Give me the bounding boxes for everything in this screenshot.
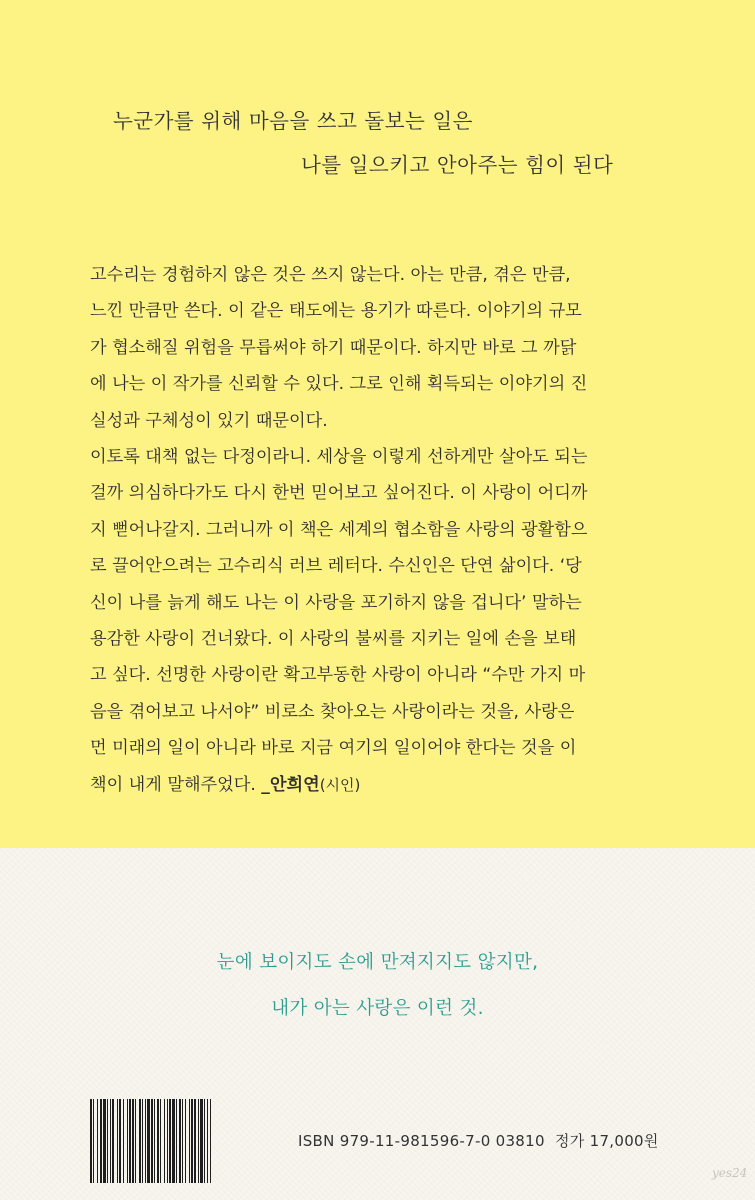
- price: 정가 17,000원: [554, 1132, 659, 1150]
- review-line: 먼 미래의 일이 아니라 바로 지금 여기의 일이어야 한다는 것을 이: [90, 738, 577, 759]
- review-line: 신이 나를 늙게 해도 나는 이 사랑을 포기하지 않을 겁니다’ 말하는: [90, 592, 582, 613]
- review-line: 음을 겪어보고 나서야” 비로소 찾아오는 사랑이라는 것을, 사랑은: [90, 701, 575, 722]
- tagline-line-1: 눈에 보이지도 손에 만져지지도 않지만,: [216, 952, 539, 973]
- signature-role: (시인): [319, 775, 361, 794]
- review-last-line: [90, 767, 690, 803]
- review-line: 느낀 만큼만 쓴다. 이 같은 태도에는 용기가 따른다. 이야기의 규모: [90, 301, 582, 322]
- review-line: 로 끌어안으려는 고수리식 러브 레터다. 수신인은 단연 삶이다. ‘당: [90, 556, 582, 577]
- review-text: [90, 257, 690, 803]
- review-line: 고수리는 경험하지 않은 것은 쓰지 않는다. 아는 만큼, 겪은 만큼,: [90, 265, 571, 285]
- watermark-logo: yes24: [712, 1166, 748, 1180]
- review-line: 책이 내게 말해주었다.: [90, 774, 256, 795]
- signature-dash: _: [261, 774, 270, 795]
- review-line: 이토록 대책 없는 다정이라니. 세상을 이렇게 선하게만 살아도 되는: [90, 447, 588, 468]
- review-line: 고 싶다. 선명한 사랑이란 확고부동한 사랑이 아니라 “수만 가지 마: [90, 665, 586, 686]
- review-line: 가 협소해질 위험을 무릅써야 하기 때문이다. 하지만 바로 그 까닭: [90, 337, 577, 358]
- top-quote-line-1: 누군가를 위해 마음을 쓰고 돌보는 일은: [113, 109, 473, 133]
- review-line: 에 나는 이 작가를 신뢰할 수 있다. 그로 인해 획득되는 이야기의 진: [90, 374, 588, 395]
- isbn-price: [298, 1130, 659, 1151]
- isbn-number: ISBN 979-11-981596-7-0 03810: [298, 1132, 545, 1150]
- review-line: 용감한 사랑이 건너왔다. 이 사랑의 불씨를 지키는 일에 손을 보태: [90, 629, 577, 650]
- top-quote-line-2: 나를 일으키고 안아주는 힘이 된다: [301, 153, 614, 177]
- review-line: 실성과 구체성이 있기 때문이다.: [90, 410, 328, 431]
- tagline-line-2: 내가 아는 사랑은 이런 것.: [271, 998, 484, 1019]
- review-line: 걸까 의심하다가도 다시 한번 믿어보고 싶어진다. 이 사랑이 어디까: [90, 483, 588, 504]
- signature-name: 안희연: [269, 774, 320, 795]
- review-line: 지 뻗어나갈지. 그러니까 이 책은 세계의 협소함을 사랑의 광활함으: [90, 519, 588, 540]
- barcode-icon: [90, 1099, 285, 1183]
